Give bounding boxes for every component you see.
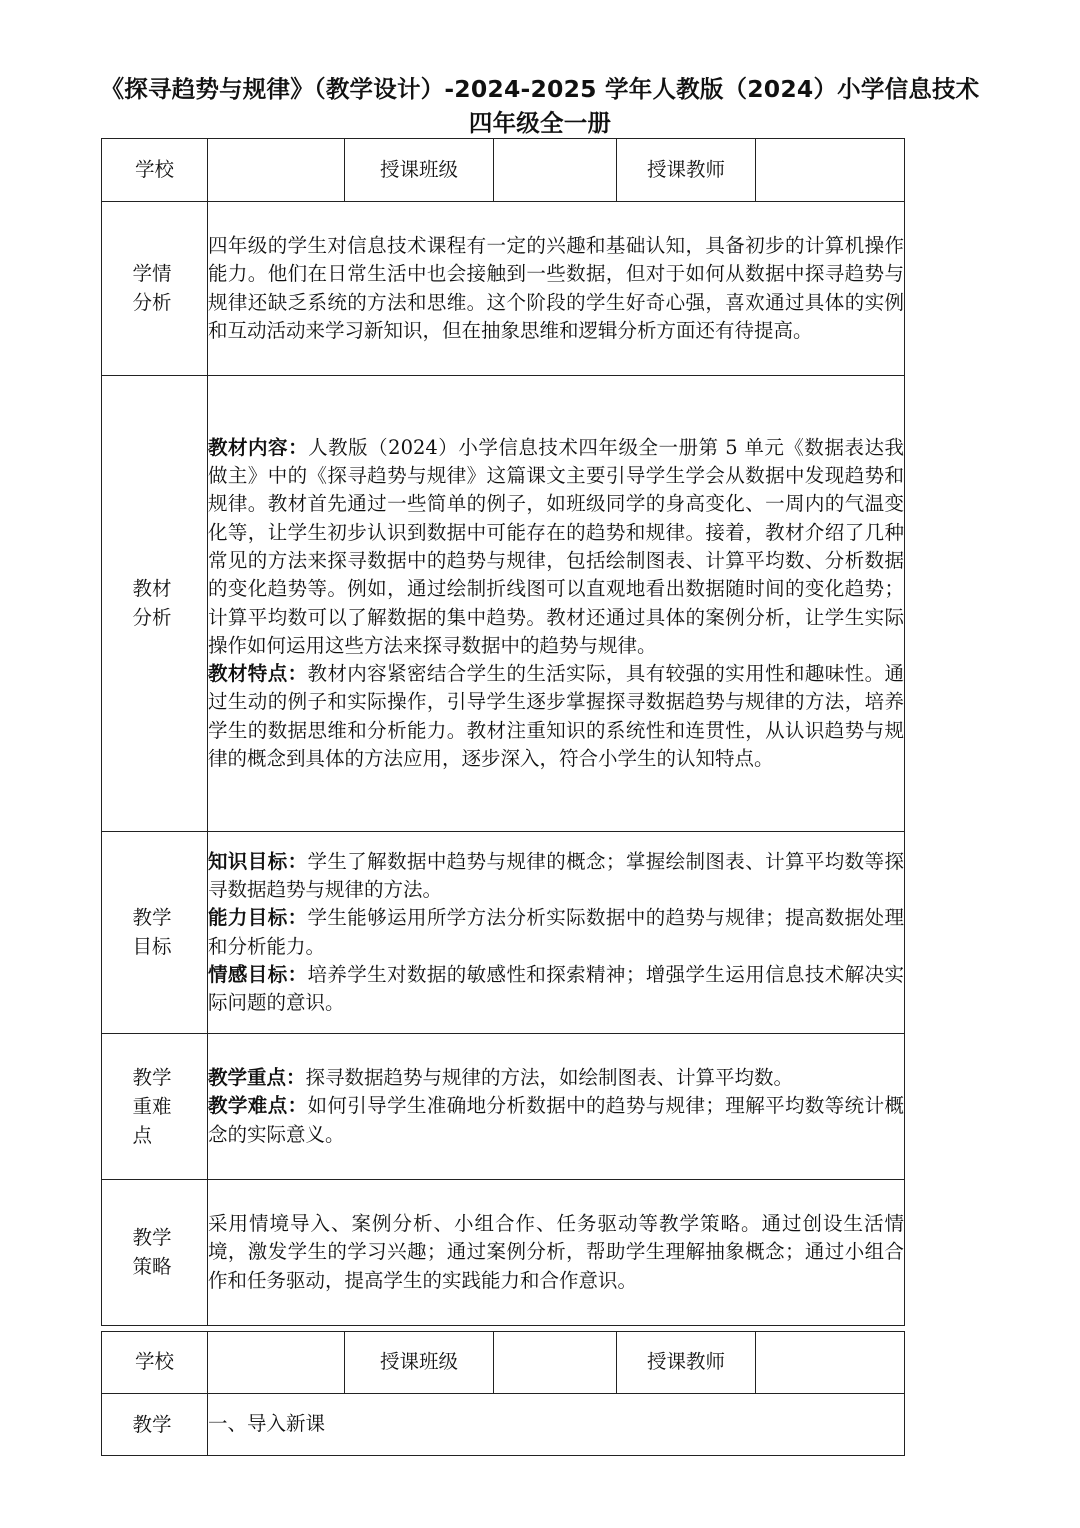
knowledge-goal-title: 知识目标： <box>208 849 308 873</box>
teaching-goals-label: 教学目标 <box>132 906 172 959</box>
school-label: 学校 <box>102 139 208 202</box>
strategy-text: 采用情境导入、案例分析、小组合作、任务驱动等教学策略。通过创设生活情境，激发学生的学习兴趣；通过案例分析，帮助学生理解抽象概念；通过小组合作和任务驱动，提高学生的实践能力和合作意识。 <box>208 1212 904 1292</box>
key-points-row <box>102 1034 905 1180</box>
lesson-info-table <box>101 138 905 1326</box>
student-analysis-label: 学情分析 <box>132 262 172 315</box>
class-value <box>494 139 617 202</box>
school-label-2: 学校 <box>102 1332 208 1394</box>
strategy-label-cell <box>102 1180 208 1326</box>
key-points-content <box>208 1034 905 1180</box>
difficult-point <box>208 1092 904 1149</box>
document-title: 《探寻趋势与规律》（教学设计）-2024-2025 学年人教版（2024）小学信息技术四年级全一册 <box>100 75 980 137</box>
key-points-label: 教学重难点 <box>132 1065 172 1147</box>
school-value-2 <box>208 1332 345 1394</box>
header-row <box>102 139 905 202</box>
textbook-feature-title: 教材特点： <box>208 662 308 686</box>
process-header-row <box>102 1332 905 1394</box>
class-label-2: 授课班级 <box>345 1332 494 1394</box>
class-label: 授课班级 <box>345 139 494 202</box>
process-label-cell <box>102 1394 208 1456</box>
teacher-label-2: 授课教师 <box>617 1332 756 1394</box>
process-content <box>208 1394 905 1456</box>
textbook-content-paragraph <box>208 434 904 660</box>
teaching-goals-label-cell <box>102 832 208 1034</box>
teacher-value-2 <box>756 1332 905 1394</box>
textbook-content-text: 人教版（2024）小学信息技术四年级全一册第 5 单元《数据表达我做主》中的《探寻趋势与规律》这篇课文主要引导学生学会从数据中发现趋势和规律。教材首先通过一些简单的例子，如班级同学的身高变化、一周内的气温变化等，让学生初步认识到数据中可能存在的趋势和规律。接着，教材介绍了几种常见的方法来探寻数据中的趋势与规律，包括绘制图表、计算平均数、分析数据的变化趋势等。例如，通过绘制折线图可以直观地看出数据随时间的变化趋势；计算平均数可以了解数据的集中趋势。教材还通过具体的案例分析，让学生实际操作如何运用这些方法来探寻数据中的趋势与规律。 <box>208 435 904 657</box>
textbook-analysis-row <box>102 376 905 832</box>
key-point-text: 探寻数据趋势与规律的方法，如绘制图表、计算平均数。 <box>305 1066 794 1090</box>
student-analysis-row <box>102 202 905 376</box>
knowledge-goal <box>208 848 904 905</box>
teacher-value <box>756 139 905 202</box>
strategy-content <box>208 1180 905 1326</box>
process-row <box>102 1394 905 1456</box>
strategy-label: 教学策略 <box>132 1226 172 1279</box>
strategy-row <box>102 1180 905 1326</box>
ability-goal-title: 能力目标： <box>208 906 308 930</box>
emotion-goal <box>208 961 904 1018</box>
knowledge-goal-text: 学生了解数据中趋势与规律的概念；掌握绘制图表、计算平均数等探寻数据趋势与规律的方法。 <box>208 849 904 901</box>
student-analysis-content <box>208 202 905 376</box>
teaching-goals-content <box>208 832 905 1034</box>
textbook-content-title: 教材内容： <box>208 435 309 459</box>
key-points-label-cell <box>102 1034 208 1180</box>
textbook-feature-paragraph <box>208 660 904 773</box>
textbook-analysis-label: 教材分析 <box>132 577 172 630</box>
process-first-step: 一、导入新课 <box>208 1412 326 1436</box>
teacher-label: 授课教师 <box>617 139 756 202</box>
student-analysis-label-cell <box>102 202 208 376</box>
key-point <box>208 1064 904 1092</box>
class-value-2 <box>494 1332 617 1394</box>
emotion-goal-text: 培养学生对数据的敏感性和探索精神；增强学生运用信息技术解决实际问题的意识。 <box>208 962 904 1015</box>
teaching-goals-row <box>102 832 905 1034</box>
ability-goal-text: 学生能够运用所学方法分析实际数据中的趋势与规律；提高数据处理和分析能力。 <box>208 906 904 958</box>
key-point-title: 教学重点： <box>208 1066 306 1090</box>
emotion-goal-title: 情感目标： <box>208 962 308 986</box>
student-analysis-text: 四年级的学生对信息技术课程有一定的兴趣和基础认知，具备初步的计算机操作能力。他们在日常生活中也会接触到一些数据，但对于如何从数据中探寻趋势与规律还缺乏系统的方法和思维。这个阶段的学生好奇心强，喜欢通过具体的实例和互动活动来学习新知识，但在抽象思维和逻辑分析方面还有待提高。 <box>208 233 904 342</box>
textbook-analysis-content <box>208 376 905 832</box>
process-label: 教学 <box>132 1412 172 1436</box>
ability-goal <box>208 904 904 961</box>
difficult-point-text: 如何引导学生准确地分析数据中的趋势与规律；理解平均数等统计概念的实际意义。 <box>208 1094 904 1146</box>
school-value <box>208 139 345 202</box>
difficult-point-title: 教学难点： <box>208 1094 308 1118</box>
textbook-analysis-label-cell <box>102 376 208 832</box>
lesson-process-table <box>101 1331 905 1456</box>
textbook-feature-text: 教材内容紧密结合学生的生活实际，具有较强的实用性和趣味性。通过生动的例子和实际操作，引导学生逐步掌握探寻数据趋势与规律的方法，培养学生的数据思维和分析能力。教材注重知识的系统性和连贯性，从认识趋势与规律的概念到具体的方法应用，逐步深入，符合小学生的认知特点。 <box>208 662 904 770</box>
